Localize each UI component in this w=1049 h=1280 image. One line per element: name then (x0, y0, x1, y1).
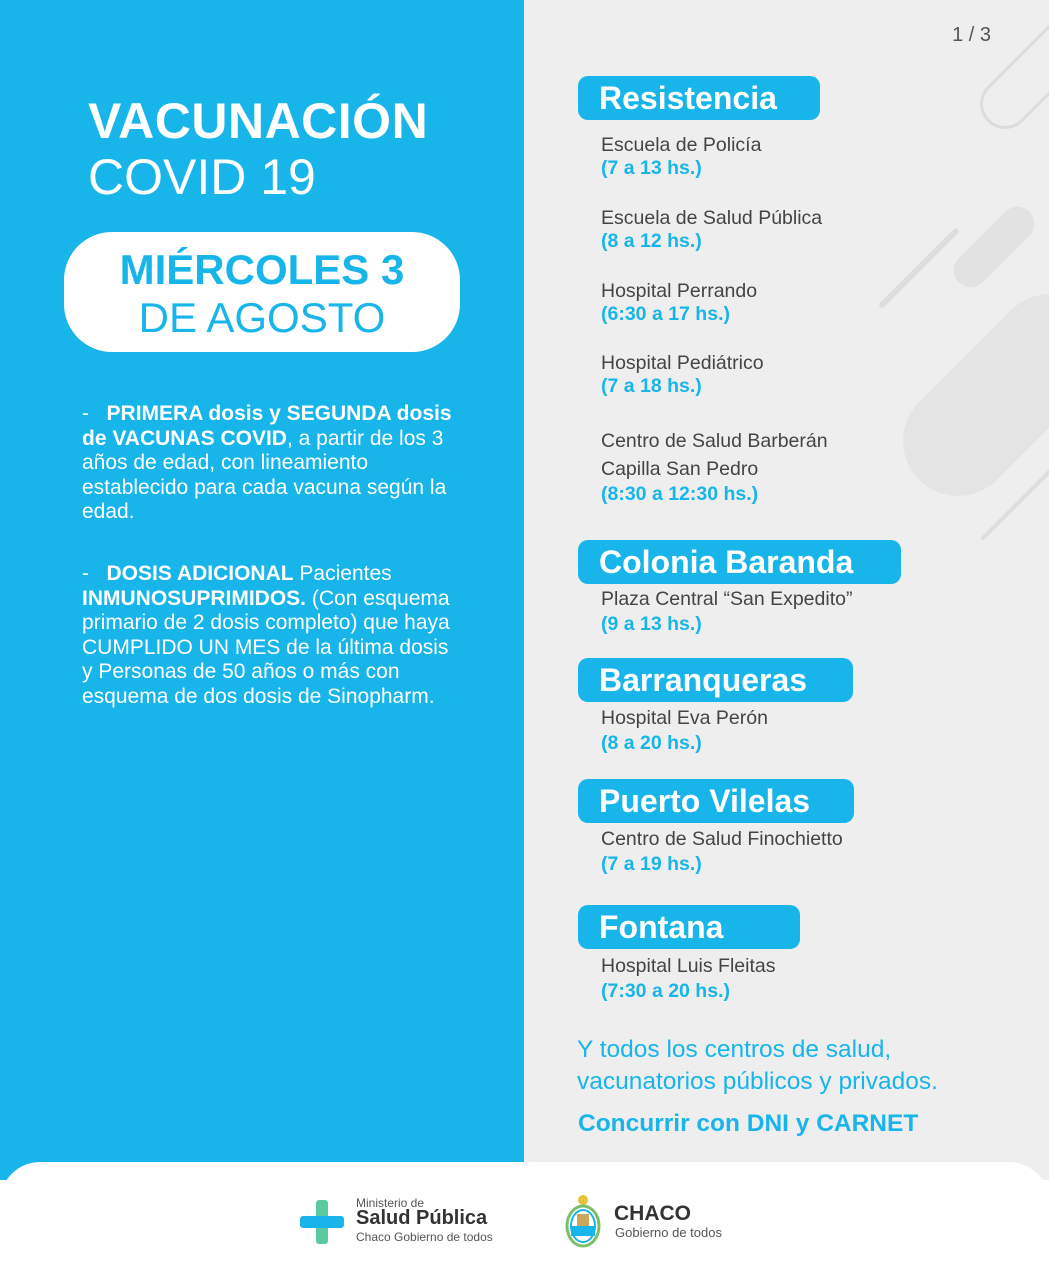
date-weekday: MIÉRCOLES 3 (119, 246, 405, 293)
decorative-pill (880, 271, 1049, 518)
location-hours: (7 a 18 hs.) (601, 375, 702, 397)
closing-line: Y todos los centros de salud, (577, 1036, 892, 1063)
location-hours: (7 a 13 hs.) (601, 157, 702, 179)
location-hours: (9 a 13 hs.) (601, 613, 702, 635)
location-hours: (7 a 19 hs.) (601, 853, 702, 875)
ministry-name: Salud Pública (356, 1207, 488, 1229)
decorative-pill (970, 0, 1049, 139)
note-bold: DOSIS ADICIONAL (106, 562, 294, 585)
chaco-seal-icon (562, 1192, 604, 1250)
location-hours: (8 a 20 hs.) (601, 732, 702, 754)
date-card (64, 232, 460, 352)
note-text: , a partir de los 3 años de edad, con lineamiento establecido para cada vacuna según la edad. (82, 426, 447, 523)
note-bold: PRIMERA dosis y SEGUNDA dosis de VACUNAS COVID (82, 402, 452, 450)
location-name: Hospital Luis Fleitas (601, 955, 776, 977)
location-name: Hospital Eva Perón (601, 707, 768, 729)
note-bold: INMUNOSUPRIMIDOS. (82, 586, 307, 610)
note-dash: - (82, 562, 89, 585)
location-hours: (8 a 12 hs.) (601, 230, 702, 252)
page-indicator: 1 / 3 (952, 24, 991, 46)
location-name: Centro de Salud Barberán (601, 430, 828, 452)
location-name: Escuela de Salud Pública (601, 207, 823, 229)
city-badge-fontana: Fontana (578, 905, 800, 949)
note-first-doses (82, 402, 452, 525)
city-badge-barranqueras: Barranqueras (578, 658, 853, 702)
location-hours: (8:30 a 12:30 hs.) (601, 483, 759, 505)
location-name: Escuela de Policía (601, 134, 762, 156)
decorative-pill (947, 200, 1042, 295)
location-hours: (7:30 a 20 hs.) (601, 980, 730, 1002)
location-name: Centro de Salud Finochietto (601, 828, 843, 850)
plus-cross-icon (300, 1200, 344, 1244)
city-badge-colonia-baranda: Colonia Baranda (578, 540, 901, 584)
chaco-subtitle: Gobierno de todos (615, 1225, 722, 1240)
date-month: DE AGOSTO (138, 294, 386, 341)
chaco-logo (562, 1192, 762, 1252)
ministry-subtitle: Chaco Gobierno de todos (356, 1230, 493, 1244)
title-covid: COVID 19 (88, 149, 316, 205)
requirement-note: Concurrir con DNI y CARNET (578, 1110, 919, 1137)
location-name: Hospital Perrando (601, 280, 758, 302)
closing-text (577, 1034, 938, 1098)
location-name: Hospital Pediátrico (601, 352, 764, 374)
location-hours: (6:30 a 17 hs.) (601, 303, 730, 325)
closing-line: vacunatorios públicos y privados. (577, 1068, 938, 1095)
salud-publica-logo (300, 1196, 525, 1246)
decorative-line (878, 227, 960, 309)
note-additional-dose (82, 562, 452, 709)
location-name-secondary: Capilla San Pedro (601, 458, 759, 480)
location-name: Plaza Central “San Expedito” (601, 588, 853, 610)
note-text: (Con esquema primario de 2 dosis completo) que haya CUMPLIDO UN MES de la última dosis y Personas de 50 años o más con esquema de dos dosis de Sinopharm. (82, 586, 450, 708)
note-dash: - (82, 402, 89, 425)
chaco-name: CHACO (614, 1202, 691, 1225)
city-badge-resistencia: Resistencia (578, 76, 820, 120)
ministry-label: Ministerio de (356, 1196, 425, 1210)
note-text: Pacientes (293, 562, 392, 585)
title-vacunacion: VACUNACIÓN (88, 93, 429, 149)
city-badge-puerto-vilelas: Puerto Vilelas (578, 779, 854, 823)
